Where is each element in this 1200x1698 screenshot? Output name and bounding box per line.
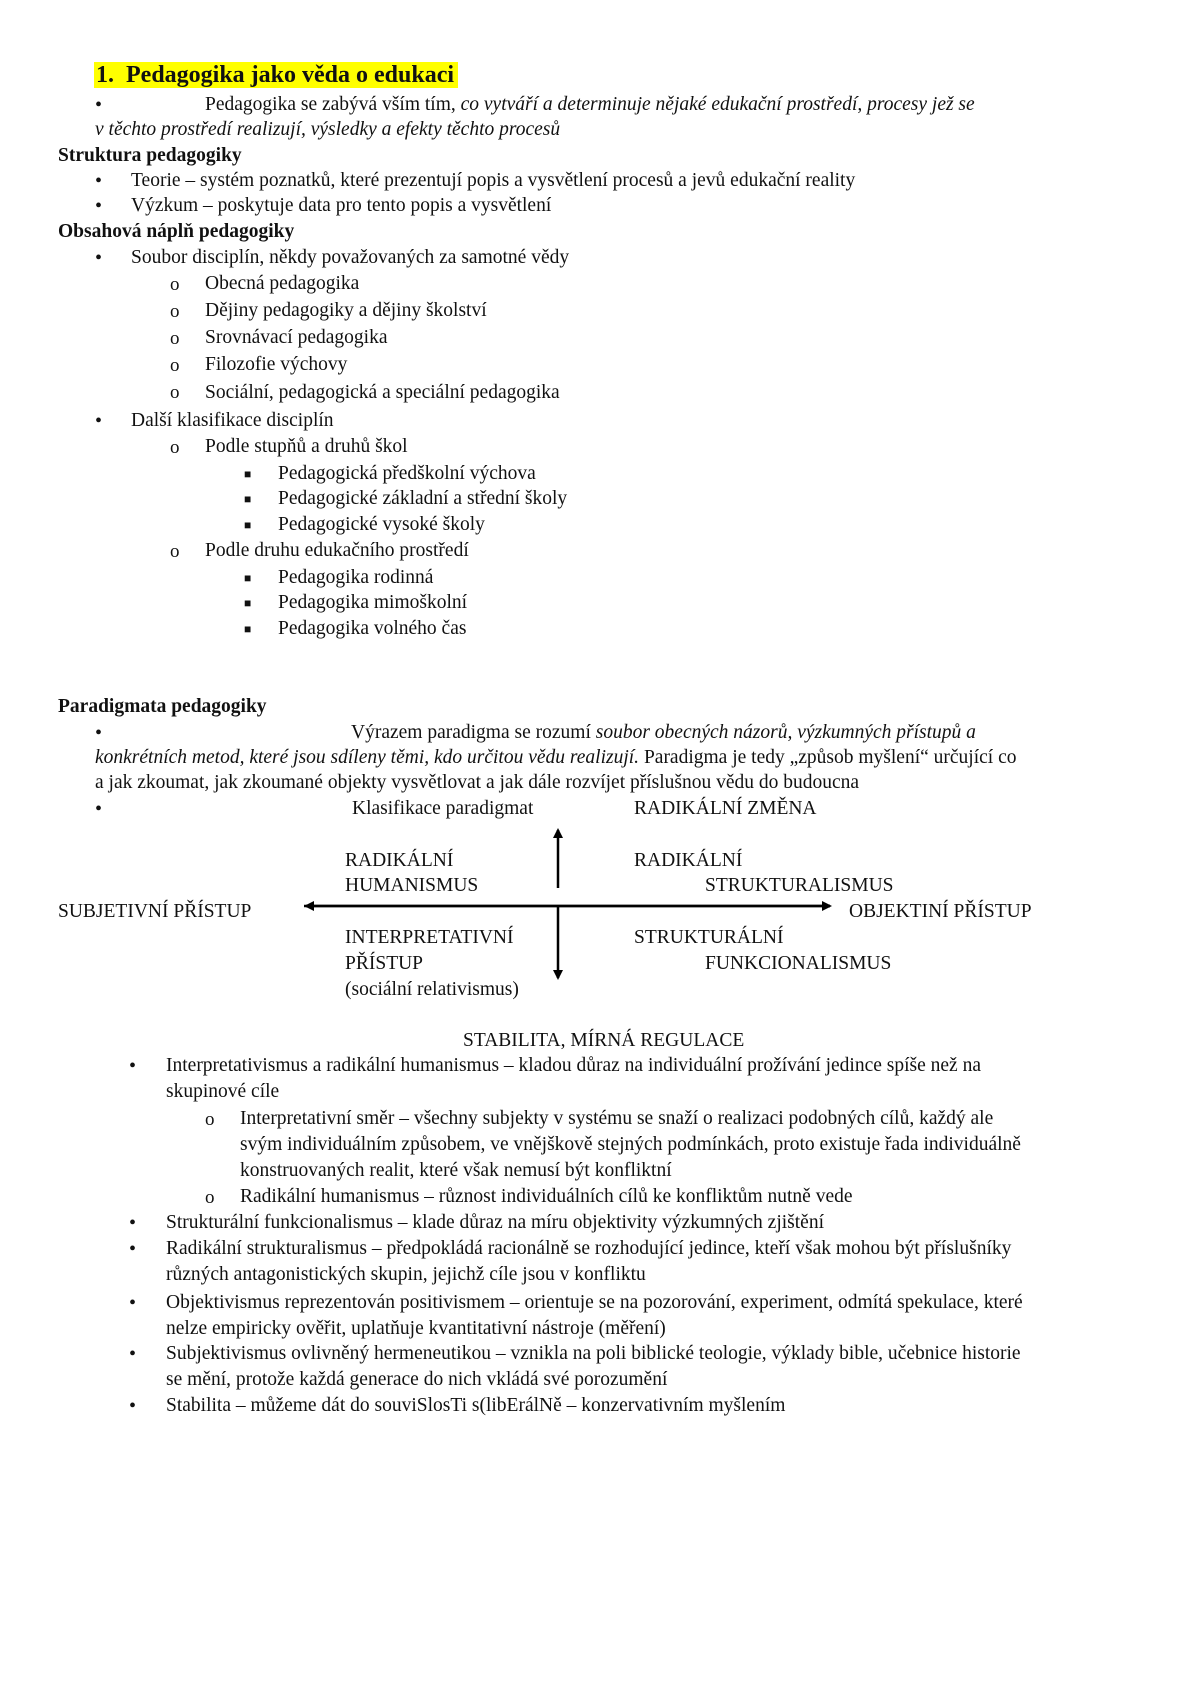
struktura-heading: Struktura pedagogiky — [58, 145, 242, 166]
point-1-line-2: skupinové cíle — [166, 1081, 280, 1102]
bullet-circle: o — [170, 541, 180, 562]
list-item: Další klasifikace disciplín — [131, 410, 334, 431]
quadrant-tl-line-2: HUMANISMUS — [345, 875, 479, 896]
bullet-dot: • — [129, 1212, 137, 1234]
sublist-item: Sociální, pedagogická a speciální pedagogika — [205, 382, 560, 403]
point-1a-line-1: Interpretativní směr – všechny subjekty v systému se snaží o realizaci podobných cílů, každý ale — [240, 1108, 994, 1129]
point-1b: Radikální humanismus – různost individuálních cílů ke konfliktům nutně vede — [240, 1186, 853, 1207]
sublist-item: Obecná pedagogika — [205, 273, 360, 294]
bullet-square: ■ — [244, 622, 252, 636]
point-4-line-2: nelze empiricky ověřit, uplatňuje kvantitativní nástroje (měření) — [166, 1318, 666, 1339]
intro-line-2: v těchto prostředí realizují, výsledky a efekty těchto procesů — [95, 119, 561, 140]
obsah-heading: Obsahová náplň pedagogiky — [58, 221, 295, 242]
bullet-dot: • — [95, 247, 103, 269]
diagram-top-label: RADIKÁLNÍ ZMĚNA — [634, 798, 817, 819]
sub-sublist-item: Pedagogika mimoškolní — [278, 592, 468, 613]
diagram-bottom-label: STABILITA, MÍRNÁ REGULACE — [463, 1030, 745, 1051]
list-item: Teorie – systém poznatků, které prezentují popis a vysvětlení procesů a jevů edukační reality — [131, 170, 856, 191]
quadrant-tl-line-1: RADIKÁLNÍ — [345, 850, 454, 871]
point-2: Strukturální funkcionalismus – klade důraz na míru objektivity výzkumných zjištění — [166, 1212, 824, 1233]
sub-sublist-item: Pedagogika rodinná — [278, 567, 434, 588]
bullet-dot: • — [95, 798, 103, 820]
quadrant-br-line-1: STRUKTURÁLNÍ — [634, 927, 784, 948]
sub-sublist-item: Pedagogické základní a střední školy — [278, 488, 568, 509]
bullet-square: ■ — [244, 492, 252, 506]
bullet-dot: • — [129, 1055, 137, 1077]
list-item: Výzkum – poskytuje data pro tento popis a vysvětlení — [131, 195, 552, 216]
point-5-line-1: Subjektivismus ovlivněný hermeneutikou – vznikla na poli biblické teologie, výklady bible, učebnice historie — [166, 1343, 1021, 1364]
bullet-dot: • — [95, 722, 103, 744]
diagram-right-label: OBJEKTINÍ PŘÍSTUP — [849, 901, 1032, 922]
bullet-circle: o — [170, 382, 180, 403]
quadrant-bl-line-3: (sociální relativismus) — [345, 979, 519, 1000]
klasifikace-label: Klasifikace paradigmat — [352, 798, 534, 819]
paradigmata-heading: Paradigmata pedagogiky — [58, 696, 267, 717]
bullet-dot: • — [95, 170, 103, 192]
bullet-circle: o — [170, 328, 180, 349]
point-1a-line-3: konstruovaných realit, které však nemusí být konfliktní — [240, 1160, 672, 1181]
point-6: Stabilita – můžeme dát do souviSlosTi s(libErálNě – konzervativním myšlením — [166, 1395, 786, 1416]
quadrant-tr-line-2: STRUKTURALISMUS — [705, 875, 894, 896]
bullet-dot: • — [129, 1292, 137, 1314]
point-4-line-1: Objektivismus reprezentován positivismem – orientuje se na pozorování, experiment, odmítá spekulace, které — [166, 1292, 1023, 1313]
bullet-square: ■ — [244, 518, 252, 532]
bullet-square: ■ — [244, 571, 252, 585]
bullet-circle: o — [170, 274, 180, 295]
intro-text-italic-1: co vytváří a determinuje nějaké edukační prostředí, procesy jež se — [460, 94, 975, 115]
paradigmata-line-3: a jak zkoumat, jak zkoumané objekty vysvětlovat a jak dále rozvíjet příslušnou vědu do budoucna — [95, 772, 860, 793]
bullet-dot: • — [95, 410, 103, 432]
sub-sublist-item: Pedagogické vysoké školy — [278, 514, 485, 535]
bullet-circle: o — [205, 1187, 215, 1208]
sub-sublist-item: Pedagogika volného čas — [278, 618, 467, 639]
sub-sublist-item: Pedagogická předškolní výchova — [278, 463, 536, 484]
bullet-circle: o — [205, 1109, 215, 1130]
bullet-circle: o — [170, 301, 180, 322]
point-5-line-2: se mění, protože každá generace do nich vkládá své porozumění — [166, 1369, 668, 1390]
quadrant-tr-line-1: RADIKÁLNÍ — [634, 850, 743, 871]
point-3-line-2: různých antagonistických skupin, jejichž cíle jsou v konfliktu — [166, 1264, 646, 1285]
quadrant-bl-line-1: INTERPRETATIVNÍ — [345, 927, 514, 948]
sublist-item: Podle druhu edukačního prostředí — [205, 540, 469, 561]
bullet-dot: • — [95, 195, 103, 217]
bullet-square: ■ — [244, 596, 252, 610]
paradigmata-text-plain: Výrazem paradigma se rozumí — [351, 722, 591, 743]
intro-text-plain: Pedagogika se zabývá vším tím, — [205, 94, 456, 115]
quadrant-br-line-2: FUNKCIONALISMUS — [705, 953, 892, 974]
paradigmata-text-plain-2: Paradigma je tedy „způsob myšlení“ určující co — [643, 747, 1017, 768]
sublist-item: Dějiny pedagogiky a dějiny školství — [205, 300, 487, 321]
bullet-square: ■ — [244, 467, 252, 481]
sublist-item: Srovnávací pedagogika — [205, 327, 388, 348]
heading-title: Pedagogika jako věda o edukaci — [126, 62, 455, 88]
bullet-circle: o — [170, 437, 180, 458]
paradigmata-text-italic-2: konkrétních metod, které jsou sdíleny těmi, kdo určitou vědu realizují. — [95, 747, 640, 768]
heading-number: 1. — [96, 62, 114, 88]
sublist-item: Podle stupňů a druhů škol — [205, 436, 408, 457]
paradigmata-text-italic: soubor obecných názorů, výzkumných přístupů a — [595, 722, 976, 743]
list-item: Soubor disciplín, někdy považovaných za samotné vědy — [131, 247, 570, 268]
point-1-line-1: Interpretativismus a radikální humanismus – kladou důraz na individuální prožívání jedince spíše než na — [166, 1055, 981, 1076]
bullet-dot: • — [129, 1343, 137, 1365]
point-1a-line-2: svým individuálním způsobem, ve vnějškově stejných podmínkách, proto existuje řada individuálně — [240, 1134, 1021, 1155]
sublist-item: Filozofie výchovy — [205, 354, 348, 375]
quadrant-bl-line-2: PŘÍSTUP — [345, 953, 424, 974]
bullet-dot: • — [129, 1238, 137, 1260]
diagram-left-label: SUBJETIVNÍ PŘÍSTUP — [58, 901, 252, 922]
bullet-dot: • — [95, 94, 103, 116]
point-3-line-1: Radikální strukturalismus – předpokládá racionálně se rozhodující jedince, kteří však mohou být příslušníky — [166, 1238, 1012, 1259]
bullet-dot: • — [129, 1395, 137, 1417]
bullet-circle: o — [170, 355, 180, 376]
